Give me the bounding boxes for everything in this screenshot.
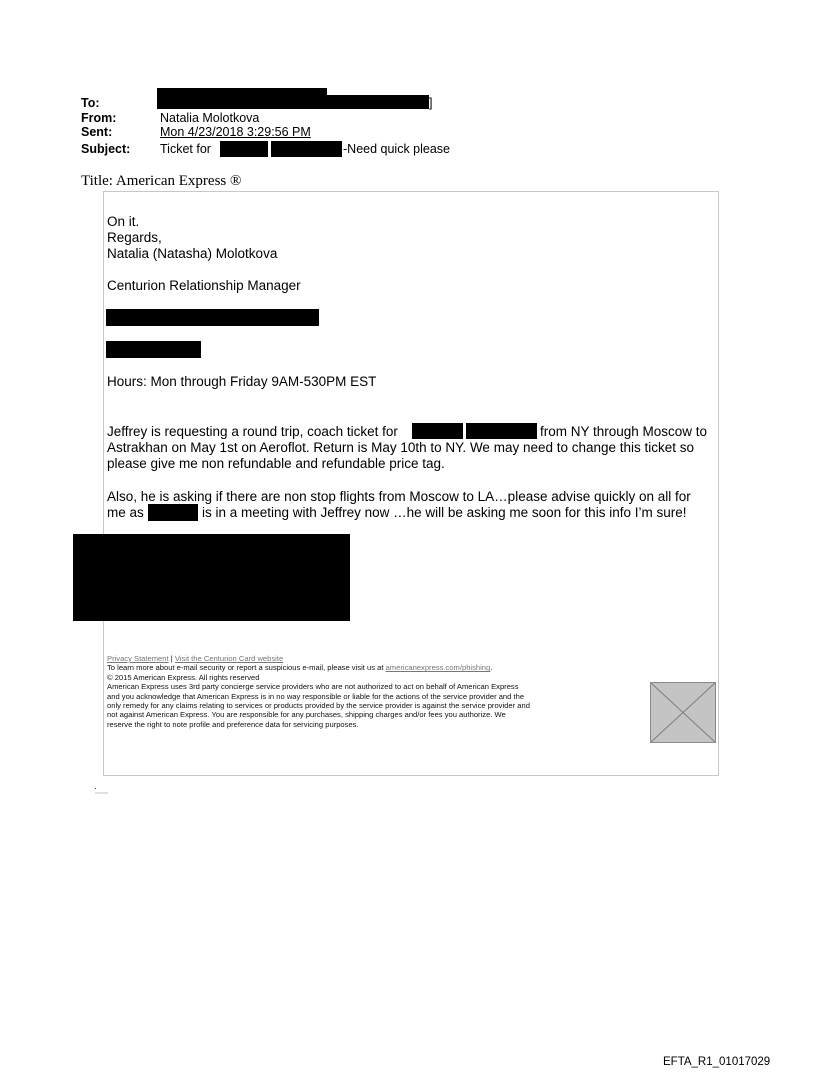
- scan-speck: [95, 788, 109, 794]
- followup-line-1: Also, he is asking if there are non stop flights from Moscow to LA…please advise quickly on all for: [107, 489, 691, 504]
- disclaimer-line-1: American Express uses 3rd party concierge service providers who are not authorized to act on behalf of American Express: [107, 682, 519, 692]
- disclaimer-line-5: reserve the right to note profile and preference data for servicing purposes.: [107, 719, 359, 729]
- regards-line: Regards,: [107, 230, 162, 245]
- sender-role: Centurion Relationship Manager: [107, 278, 301, 293]
- redaction-subject-2: [271, 141, 342, 157]
- subject-label: Subject:: [81, 142, 131, 156]
- header-sent-row: [81, 125, 311, 139]
- privacy-statement-link[interactable]: Privacy Statement: [107, 654, 169, 663]
- redaction-contact-2: [106, 341, 201, 358]
- to-bracket: ]: [429, 96, 433, 110]
- redaction-to-recipient: [157, 95, 429, 109]
- phishing-text: To learn more about e-mail security or report a suspicious e-mail, please visit us at: [107, 663, 384, 673]
- disclaimer-line-2: and you acknowledge that American Express is in no way responsible or liable for the actions of the service provider and the: [107, 691, 525, 701]
- to-label: To:: [81, 96, 100, 110]
- followup-text-b: is in a meeting with Jeffrey now …he will be asking me soon for this info I’m sure!: [202, 505, 687, 520]
- request-line-3: please give me non refundable and refundable price tag.: [107, 456, 445, 471]
- copyright-line: © 2015 American Express. All rights reserved: [107, 672, 260, 682]
- greeting-line: On it.: [107, 214, 140, 229]
- sent-value: Mon 4/23/2018 3:29:56 PM: [160, 125, 311, 139]
- redaction-signature-block: [73, 534, 350, 621]
- disclaimer-line-4: not against American Express. You are responsible for any purchases, shipping charges and/or fees you authorize. We: [107, 710, 506, 720]
- footer-separator: |: [170, 654, 173, 663]
- subject-prefix: Ticket for: [160, 142, 211, 156]
- followup-text-a: me as: [107, 505, 144, 520]
- phishing-row: [107, 663, 652, 672]
- sent-label: Sent:: [81, 125, 113, 139]
- footer-links-row: [107, 654, 652, 663]
- disclaimer-line-3: only remedy for any claims relating to services or products provided by the service provider is against the service provider and: [107, 701, 530, 711]
- phishing-end: .: [490, 663, 493, 673]
- from-value: Natalia Molotkova: [160, 111, 260, 125]
- document-id: EFTA_R1_01017029: [663, 1056, 771, 1068]
- subject-suffix: -Need quick please: [343, 142, 451, 156]
- redaction-name-inline: [148, 504, 198, 521]
- header-from-row: [81, 111, 260, 125]
- title-line: Title: American Express ®: [81, 173, 242, 189]
- followup-line-2: [107, 505, 719, 521]
- email-footer: [107, 654, 652, 729]
- redaction-subject-1: [220, 141, 268, 157]
- centurion-website-link[interactable]: Visit the Centurion Card website: [174, 654, 284, 663]
- phishing-link[interactable]: americanexpress.com/phishing: [385, 663, 491, 673]
- request-text-b: from NY through Moscow to: [540, 424, 708, 439]
- redaction-passenger-2: [466, 423, 537, 439]
- header-to-row: [81, 96, 433, 110]
- from-label: From:: [81, 111, 117, 125]
- redaction-passenger-1: [412, 423, 463, 439]
- sender-name: Natalia (Natasha) Molotkova: [107, 246, 278, 261]
- followup-paragraph: [107, 489, 719, 521]
- broken-image-icon: [650, 682, 716, 743]
- request-line-2: Astrakhan on May 1st on Aeroflot. Return is May 10th to NY. We may need to change this ticket so: [107, 440, 695, 455]
- redaction-contact-1: [106, 309, 319, 326]
- request-text-a: Jeffrey is requesting a round trip, coach ticket for: [107, 424, 398, 439]
- header-subject-row: [81, 142, 451, 156]
- hours-line: Hours: Mon through Friday 9AM-530PM EST: [107, 374, 377, 389]
